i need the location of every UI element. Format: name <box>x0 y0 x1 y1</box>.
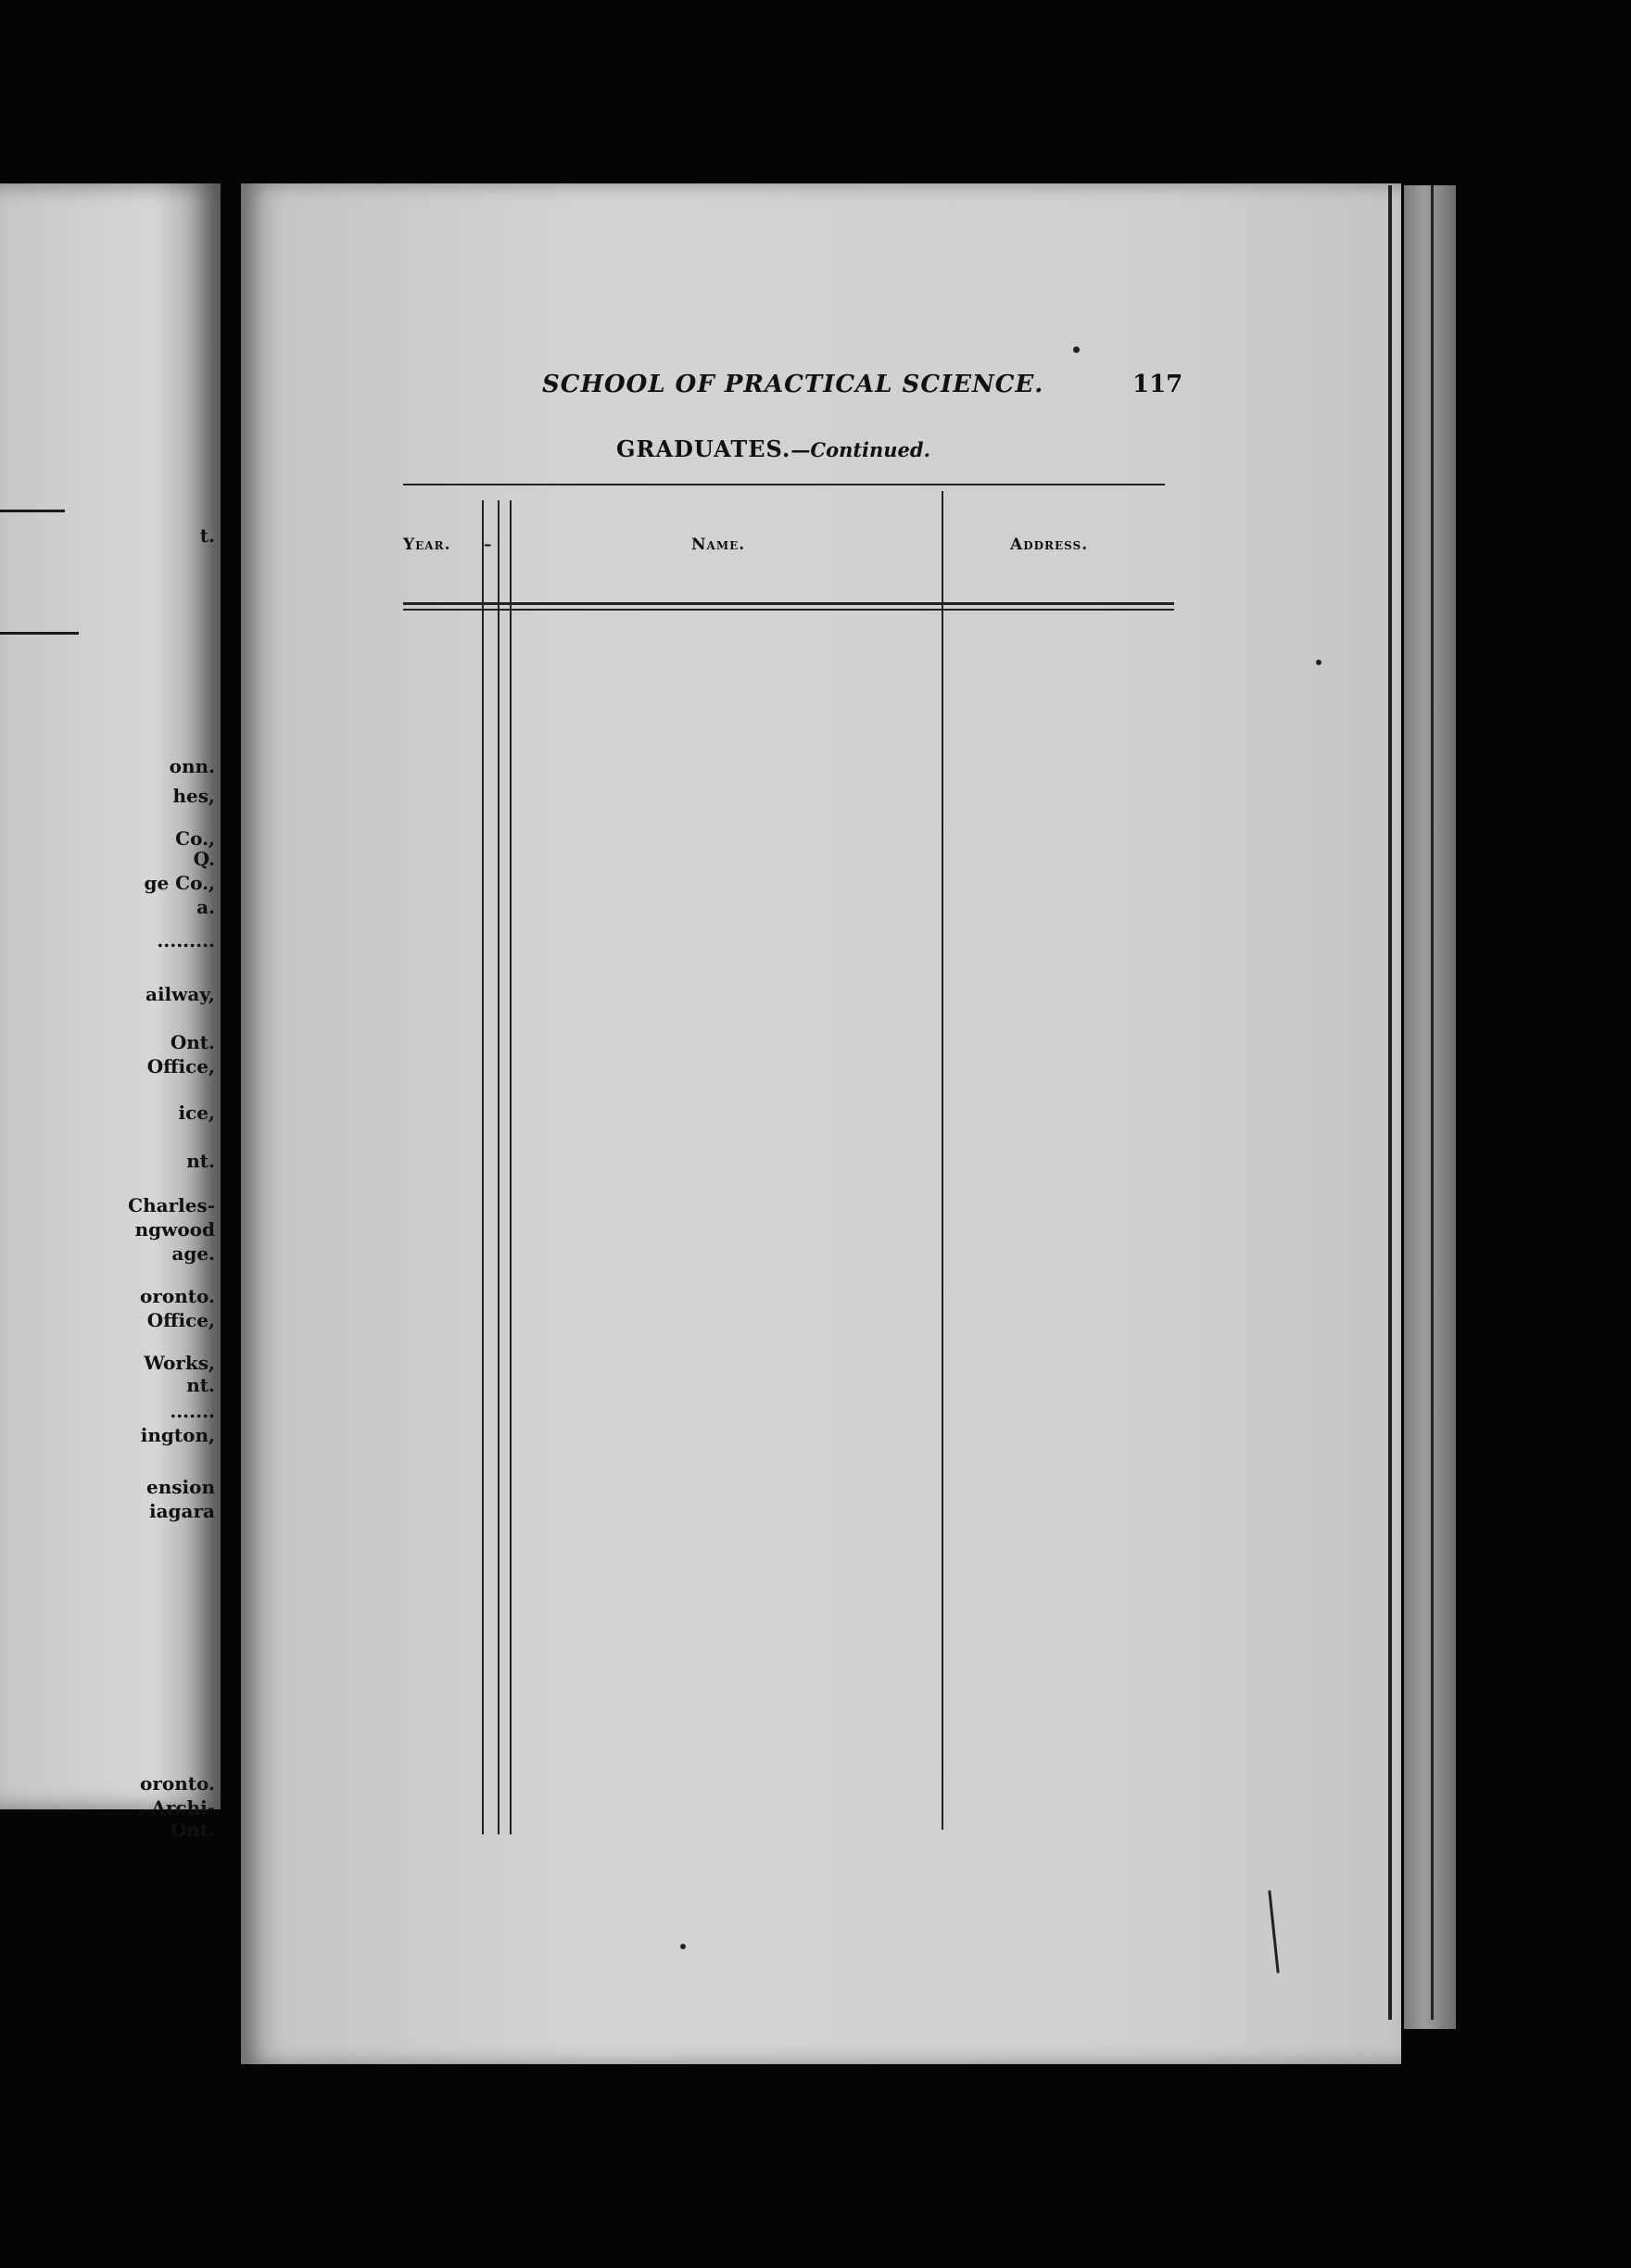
left-page-fragment: Ont. <box>170 1031 215 1053</box>
graduate-address <box>952 1145 1193 1212</box>
graduate-address <box>957 1606 1196 1695</box>
left-page-fragment: a. <box>196 896 215 918</box>
graduate-address <box>955 1353 1195 1397</box>
graduate-address <box>956 1514 1195 1581</box>
left-page-fragment: Co., <box>175 827 215 850</box>
left-page-fragment: oronto. <box>140 1772 215 1795</box>
paper-speck <box>680 1944 686 1949</box>
column-divider <box>498 500 499 1834</box>
graduate-address <box>949 984 1191 1028</box>
left-page-fragment: ......... <box>157 929 215 951</box>
left-page-fragment: iagara <box>149 1500 215 1522</box>
column-header-count: – <box>484 536 493 554</box>
page-edge-line <box>1388 185 1392 2020</box>
graduate-name <box>512 749 936 793</box>
left-page-fragment: , Archi- <box>138 1796 215 1819</box>
graduate-address <box>955 1397 1195 1442</box>
left-page-fragment: Office, <box>146 1055 215 1077</box>
column-header-year: Year. <box>403 536 451 554</box>
graduate-name <box>514 1099 939 1143</box>
left-page-fragment: ension <box>145 1476 215 1498</box>
left-page-fragment: ....... <box>170 1400 215 1422</box>
left-page-fragment: hes, <box>172 785 215 807</box>
running-head: SCHOOL OF PRACTICAL SCIENCE. <box>542 371 1044 398</box>
table-header-rule <box>403 609 1174 611</box>
graduate-address <box>955 1308 1195 1353</box>
left-page-fragment: ailway, <box>145 983 215 1005</box>
paper-speck <box>1316 660 1321 665</box>
left-page-fragment: ington, <box>140 1424 215 1446</box>
left-page-fragment: Q. <box>193 848 215 870</box>
graduate-address <box>950 1028 1192 1073</box>
graduate-address <box>948 939 1190 984</box>
left-page-fragment: Office, <box>146 1309 215 1331</box>
graduate-address <box>959 1792 1198 1836</box>
graduate-address <box>958 1744 1197 1788</box>
left-page-fragment: Ont. <box>170 1819 215 1841</box>
table-top-rule <box>403 484 1165 485</box>
graduate-address <box>945 749 1188 793</box>
left-page-fragment: Charles- <box>128 1194 215 1216</box>
left-page-fragment: nt. <box>186 1150 215 1172</box>
graduate-name <box>516 1264 941 1308</box>
left-page-fragment: nt. <box>186 1374 215 1396</box>
page-number: 117 <box>1132 371 1183 398</box>
section-suffix: —Continued. <box>790 438 930 461</box>
left-page-fragment: ngwood <box>134 1218 215 1241</box>
page-edge-line <box>1431 185 1434 2020</box>
left-page-rule <box>0 510 65 512</box>
graduate-address <box>947 845 1189 934</box>
left-page <box>0 183 221 1841</box>
section-heading <box>616 435 930 462</box>
page-edge <box>1404 185 1456 2029</box>
graduate-name <box>517 1397 942 1442</box>
column-header-name: Name. <box>691 536 746 554</box>
left-page-fragment: ge Co., <box>144 872 215 894</box>
left-page-fragment: oronto. <box>140 1285 215 1307</box>
left-page-fragment: onn. <box>169 755 215 777</box>
left-page-rule <box>0 632 79 635</box>
graduate-address <box>953 1217 1194 1262</box>
column-divider <box>510 500 512 1834</box>
graduate-address <box>945 682 1188 726</box>
left-page-fragment: ice, <box>178 1102 215 1124</box>
left-page-fragment: age. <box>171 1242 215 1265</box>
column-divider <box>942 491 943 1830</box>
left-page-fragment: Works, <box>144 1352 215 1374</box>
section-title: GRADUATES. <box>616 435 791 462</box>
column-divider <box>482 500 484 1834</box>
table-header-rule <box>403 602 1174 605</box>
graduate-address <box>955 1443 1195 1510</box>
column-header-address: Address. <box>1010 536 1089 554</box>
left-page-fragment: t. <box>199 524 215 547</box>
paper-speck <box>1073 346 1080 353</box>
